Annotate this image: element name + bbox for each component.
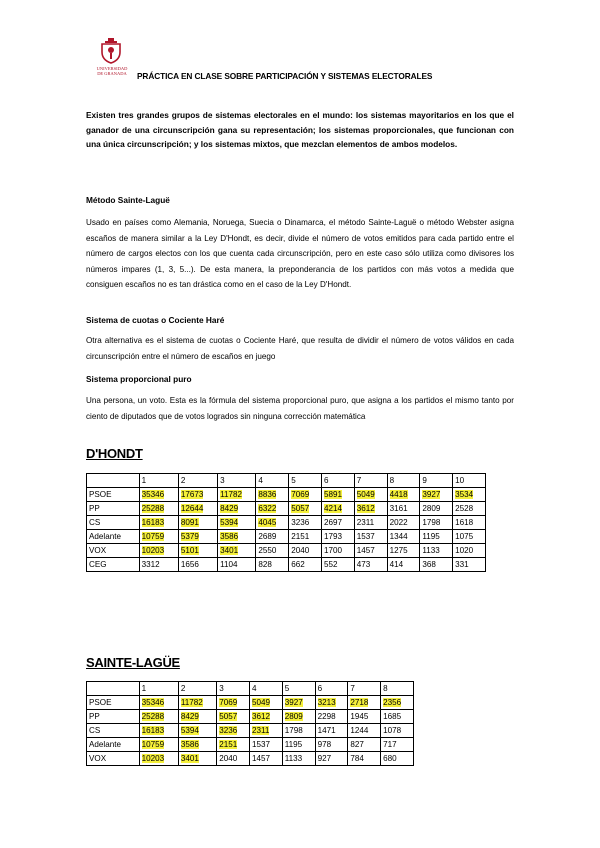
table-cell: 1537 (354, 530, 387, 544)
table-cell: 3401 (218, 544, 256, 558)
proportional-text: Una persona, un voto. Esta es la fórmula del sistema proporcional puro, que asigna a los partidos el mismo tanto por ciento de diputados que de votos logrados sin ninguna corrección matemática (86, 396, 514, 421)
table-cell: 1195 (420, 530, 453, 544)
table-cell: 8091 (178, 516, 217, 530)
table-row (87, 696, 414, 710)
table-cell: 1078 (381, 724, 414, 738)
table-cell: 5394 (218, 516, 256, 530)
table-cell: 368 (420, 558, 453, 572)
table-cell: 662 (289, 558, 322, 572)
table-row (87, 544, 486, 558)
table-cell: 2528 (453, 502, 486, 516)
table-cell: 2550 (256, 544, 289, 558)
table-cell: 1344 (387, 530, 420, 544)
table-cell: 25288 (139, 502, 178, 516)
table-header-row (87, 682, 414, 696)
table-cell: 12644 (178, 502, 217, 516)
table-cell: 3927 (420, 488, 453, 502)
table-cell: 3586 (218, 530, 256, 544)
table-cell: 2151 (217, 738, 250, 752)
column-header: 6 (321, 474, 354, 488)
table-cell: 5394 (178, 724, 216, 738)
column-header: 1 (139, 474, 178, 488)
table-cell: 5891 (321, 488, 354, 502)
table-cell: 1798 (282, 724, 315, 738)
table-cell: 552 (321, 558, 354, 572)
party-name: VOX (87, 752, 140, 766)
table-cell: 1656 (178, 558, 217, 572)
table-cell: 17673 (178, 488, 217, 502)
table-cell: 10203 (139, 752, 178, 766)
table-cell: 10759 (139, 530, 178, 544)
table-cell: 3236 (289, 516, 322, 530)
table-row (87, 752, 414, 766)
table-cell: 8429 (178, 710, 216, 724)
column-header: 2 (178, 474, 217, 488)
table-cell: 1793 (321, 530, 354, 544)
table-cell: 16183 (139, 724, 178, 738)
header-title: PRÁCTICA EN CLASE SOBRE PARTICIPACIÓN Y SISTEMAS ELECTORALES (137, 71, 433, 81)
table-cell: 10203 (139, 544, 178, 558)
table-cell: 2697 (321, 516, 354, 530)
table-cell: 827 (348, 738, 381, 752)
hare-text: Otra alternativa es el sistema de cuotas o Cociente Haré, que resulta de dividir el número de votos válidos en cada circunscripción entre el número de escaños en juego (86, 336, 514, 361)
sainte-lague-text: Usado en países como Alemania, Noruega, Suecia o Dinamarca, el método Sainte-Laguë o método Webster asigna escaños de manera similar a la Ley D'Hondt, es decir, divide el número de votos emitidos para cada partido entre el número de cargos electos con los que cuenta cada circunscripción, pero en este caso sólo utiliza como divisores los números impares (1, 3, 5...). De esta manera, la preponderancia de los partidos con más votos a medida que consiguen escaños no es tan drástica como en el caso de la Ley D'Hondt. (86, 218, 514, 289)
table-cell: 717 (381, 738, 414, 752)
table-cell: 3534 (453, 488, 486, 502)
column-header: 10 (453, 474, 486, 488)
sainte-lague-table (86, 681, 414, 766)
column-header: 2 (178, 682, 216, 696)
proportional-heading: Sistema proporcional puro (86, 374, 192, 384)
table-cell: 2040 (217, 752, 250, 766)
table-header-row (87, 474, 486, 488)
table-cell: 2040 (289, 544, 322, 558)
table-cell: 3586 (178, 738, 216, 752)
party-name: Adelante (87, 738, 140, 752)
dhondt-table (86, 473, 486, 572)
table-cell: 25288 (139, 710, 178, 724)
sainte-lague-heading: Método Sainte-Laguë (86, 195, 170, 205)
table-cell: 4214 (321, 502, 354, 516)
table-cell: 4045 (256, 516, 289, 530)
table-cell: 3213 (315, 696, 348, 710)
table-cell: 784 (348, 752, 381, 766)
column-header (87, 474, 140, 488)
table-cell: 1457 (249, 752, 282, 766)
table-cell: 6322 (256, 502, 289, 516)
table-cell: 2311 (249, 724, 282, 738)
table-cell: 2689 (256, 530, 289, 544)
table-cell: 1798 (420, 516, 453, 530)
table-cell: 414 (387, 558, 420, 572)
table-cell: 5101 (178, 544, 217, 558)
table-row (87, 516, 486, 530)
party-name: PP (87, 502, 140, 516)
table-cell: 5379 (178, 530, 217, 544)
table-cell: 1020 (453, 544, 486, 558)
intro-paragraph: Existen tres grandes grupos de sistemas electorales en el mundo: los sistemas mayoritarios en los que el ganador de una circunscripción gana su representación; los sistemas proporcionales, que funcionan con una única circunscripción; y los sistemas mixtos, que mezclan elementos de ambos modelos. (86, 110, 514, 149)
table-cell: 3236 (217, 724, 250, 738)
column-header: 5 (282, 682, 315, 696)
table-cell: 7069 (217, 696, 250, 710)
table-cell: 3612 (249, 710, 282, 724)
table-cell: 1195 (282, 738, 315, 752)
table-cell: 1457 (354, 544, 387, 558)
table-cell: 3161 (387, 502, 420, 516)
table-row (87, 724, 414, 738)
party-name: PP (87, 710, 140, 724)
table-cell: 4418 (387, 488, 420, 502)
table-cell: 473 (354, 558, 387, 572)
table-cell: 10759 (139, 738, 178, 752)
table-cell: 2151 (289, 530, 322, 544)
table-cell: 1275 (387, 544, 420, 558)
table-row (87, 502, 486, 516)
column-header: 3 (218, 474, 256, 488)
table-cell: 331 (453, 558, 486, 572)
party-name: CEG (87, 558, 140, 572)
table-row (87, 530, 486, 544)
table-cell: 1075 (453, 530, 486, 544)
table-row (87, 488, 486, 502)
table-cell: 1685 (381, 710, 414, 724)
party-name: CS (87, 516, 140, 530)
table-cell: 1618 (453, 516, 486, 530)
column-header: 7 (354, 474, 387, 488)
table-cell: 2311 (354, 516, 387, 530)
sainte-lague-title: SAINTE-LAGÜE (86, 655, 180, 670)
column-header: 4 (249, 682, 282, 696)
table-cell: 2298 (315, 710, 348, 724)
table-cell: 1537 (249, 738, 282, 752)
table-cell: 2809 (282, 710, 315, 724)
table-cell: 927 (315, 752, 348, 766)
table-cell: 1104 (218, 558, 256, 572)
table-cell: 2022 (387, 516, 420, 530)
column-header: 5 (289, 474, 322, 488)
party-name: PSOE (87, 696, 140, 710)
table-cell: 2356 (381, 696, 414, 710)
table-cell: 5057 (289, 502, 322, 516)
column-header: 7 (348, 682, 381, 696)
table-cell: 11782 (218, 488, 256, 502)
table-cell: 16183 (139, 516, 178, 530)
table-cell: 3612 (354, 502, 387, 516)
table-cell: 3312 (139, 558, 178, 572)
table-cell: 8429 (218, 502, 256, 516)
table-cell: 7069 (289, 488, 322, 502)
table-cell: 1133 (420, 544, 453, 558)
column-header: 4 (256, 474, 289, 488)
table-cell: 1700 (321, 544, 354, 558)
column-header: 8 (387, 474, 420, 488)
table-cell: 8836 (256, 488, 289, 502)
table-cell: 1471 (315, 724, 348, 738)
table-cell: 3927 (282, 696, 315, 710)
table-cell: 978 (315, 738, 348, 752)
column-header (87, 682, 140, 696)
table-cell: 35346 (139, 488, 178, 502)
party-name: Adelante (87, 530, 140, 544)
table-cell: 11782 (178, 696, 216, 710)
table-cell: 828 (256, 558, 289, 572)
table-cell: 1945 (348, 710, 381, 724)
table-cell: 680 (381, 752, 414, 766)
party-name: VOX (87, 544, 140, 558)
party-name: PSOE (87, 488, 140, 502)
logo-text: UNIVERSIDAD DE GRANADA (96, 66, 128, 76)
table-cell: 35346 (139, 696, 178, 710)
table-cell: 5049 (354, 488, 387, 502)
table-cell: 3401 (178, 752, 216, 766)
table-cell: 5057 (217, 710, 250, 724)
column-header: 8 (381, 682, 414, 696)
table-cell: 5049 (249, 696, 282, 710)
hare-heading: Sistema de cuotas o Cociente Haré (86, 315, 225, 325)
table-row (87, 738, 414, 752)
party-name: CS (87, 724, 140, 738)
table-row (87, 558, 486, 572)
table-row (87, 710, 414, 724)
table-cell: 2718 (348, 696, 381, 710)
column-header: 9 (420, 474, 453, 488)
table-cell: 2809 (420, 502, 453, 516)
column-header: 1 (139, 682, 178, 696)
column-header: 6 (315, 682, 348, 696)
column-header: 3 (217, 682, 250, 696)
table-cell: 1244 (348, 724, 381, 738)
dhondt-title: D'HONDT (86, 446, 143, 461)
table-cell: 1133 (282, 752, 315, 766)
